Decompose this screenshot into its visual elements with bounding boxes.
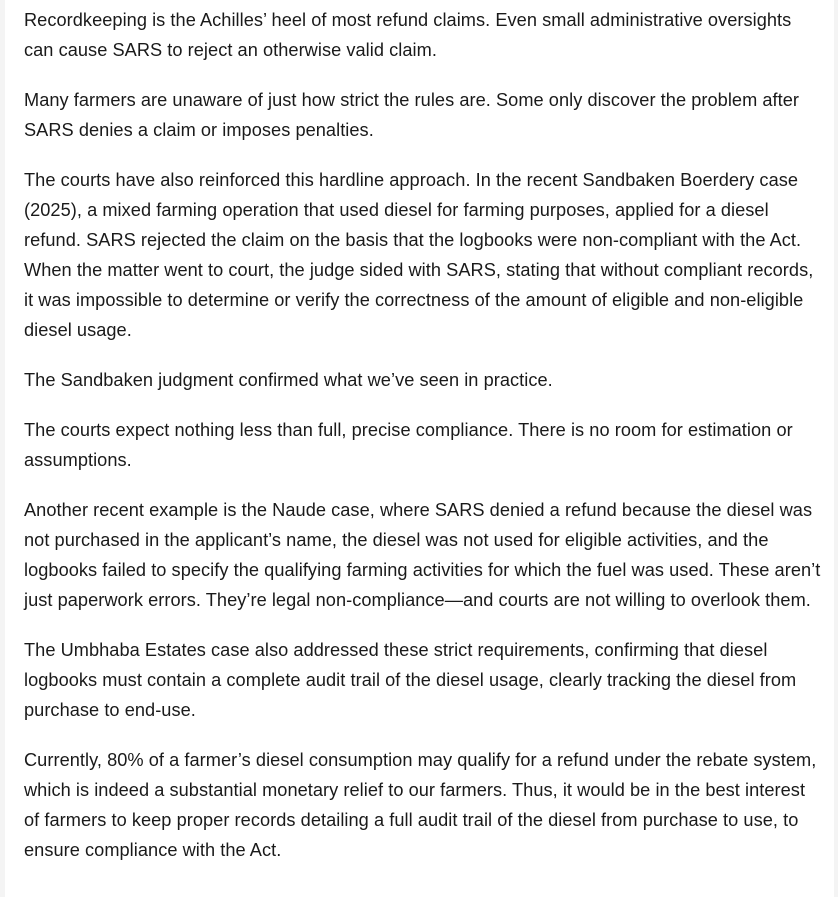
paragraph-sandbaken-case: The courts have also reinforced this hardline approach. In the recent Sandbaken Boerdery case (2025), a mixed farming operation that used diesel for farming purposes, applied for a diesel refund. SARS rejected the claim on the basis that the logbooks were non-compliant with the Act. When the matter went to court, the judge sided with SARS, stating that without compliant records, it was impossible to determine or verify the correctness of the amount of eligible and non-eligible diesel usage. — [24, 170, 814, 340]
paragraph-sandbaken-judgment: The Sandbaken judgment confirmed what we’ve seen in practice. — [24, 370, 553, 390]
paragraph-full-compliance: The courts expect nothing less than full, precise compliance. There is no room for estimation or assumptions. — [24, 420, 793, 470]
paragraph-strict-rules: Many farmers are unaware of just how strict the rules are. Some only discover the problem after SARS denies a claim or imposes penalties. — [24, 90, 800, 140]
article-page — [5, 0, 834, 897]
article-body — [24, 5, 824, 885]
paragraph-umbhaba-case: The Umbhaba Estates case also addressed these strict requirements, confirming that diesel logbooks must contain a complete audit trail of the diesel usage, clearly tracking the diesel from purchase to end-use. — [24, 640, 797, 720]
paragraph-recordkeeping: Recordkeeping is the Achilles’ heel of most refund claims. Even small administrative oversights can cause SARS to reject an otherwise valid claim. — [24, 10, 792, 60]
paragraph-rebate-summary: Currently, 80% of a farmer’s diesel consumption may qualify for a refund under the rebate system, which is indeed a substantial monetary relief to our farmers. Thus, it would be in the best interest of farmers to keep proper records detailing a full audit trail of the diesel from purchase to use, to ensure compliance with the Act. — [24, 750, 817, 860]
paragraph-naude-case: Another recent example is the Naude case, where SARS denied a refund because the diesel was not purchased in the applicant’s name, the diesel was not used for eligible activities, and the logbooks failed to specify the qualifying farming activities for which the fuel was used. These aren’t just paperwork errors. They’re legal non-compliance—and courts are not willing to overlook them. — [24, 500, 821, 610]
